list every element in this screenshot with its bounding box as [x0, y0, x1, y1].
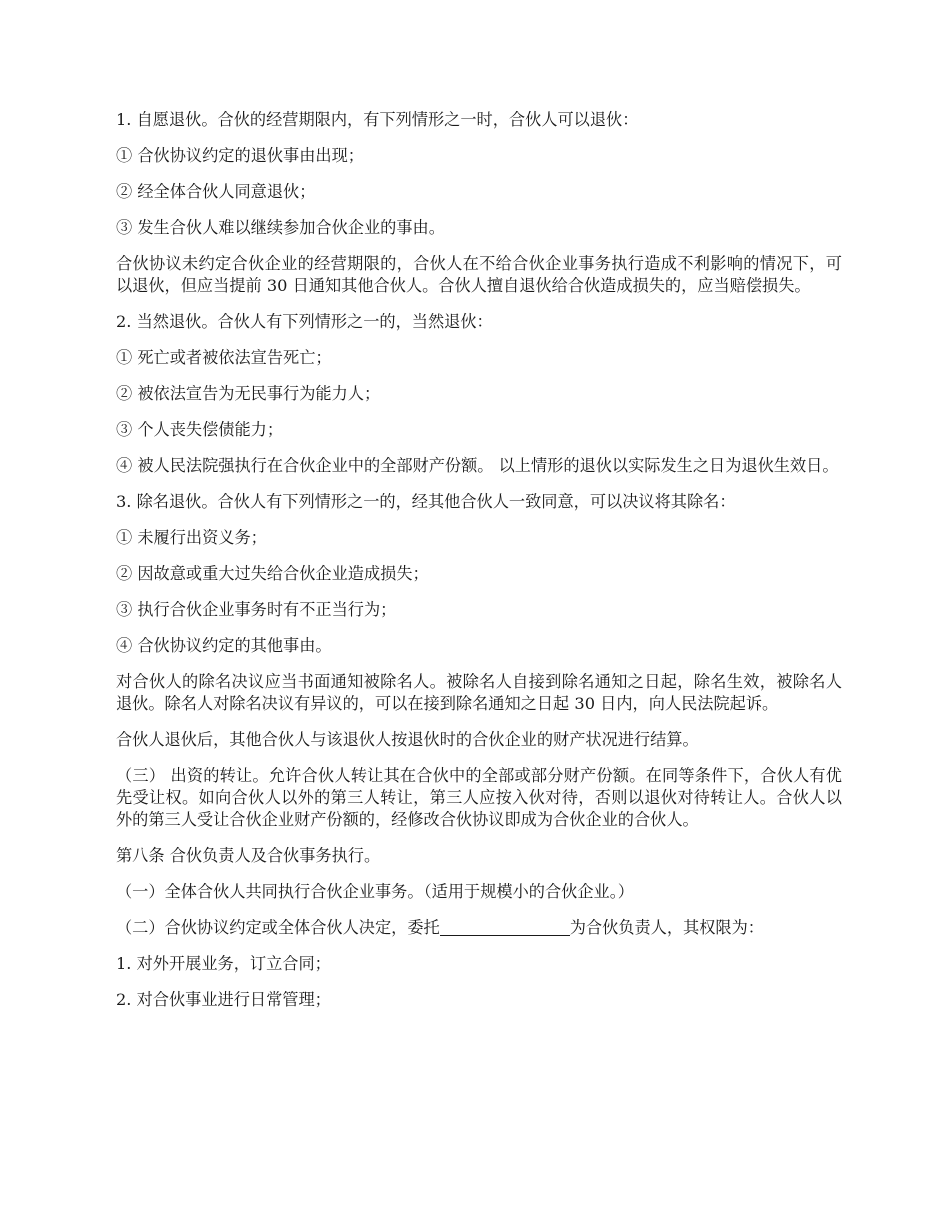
- list-item: ③ 发生合伙人难以继续参加合伙企业的事由。: [116, 218, 445, 237]
- list-item: ② 因故意或重大过失给合伙企业造成损失；: [116, 564, 429, 583]
- list-item: 2. 对合伙事业进行日常管理；: [116, 990, 331, 1009]
- list-item: ① 死亡或者被依法宣告死亡；: [116, 348, 332, 367]
- paragraph-voluntary-withdrawal: 1. 自愿退伙。合伙的经营期限内，有下列情形之一时，合伙人可以退伙：: [116, 110, 639, 129]
- list-item: ① 合伙协议约定的退伙事由出现；: [116, 146, 364, 165]
- list-item: ③ 个人丧失偿债能力；: [116, 420, 284, 439]
- paragraph-no-term: 合伙协议未约定合伙企业的经营期限的，合伙人在不给合伙企业事务执行造成不利影响的情况下，可以退伙，但应当提前 30 日通知其他合伙人。合伙人擅自退伙给合伙造成损失的，应当赔偿损失。: [116, 254, 842, 295]
- list-item: ② 经全体合伙人同意退伙；: [116, 182, 316, 201]
- paragraph-transfer: （三） 出资的转让。允许合伙人转让其在合伙中的全部或部分财产份额。在同等条件下，合伙人有优先受让权。如向合伙人以外的第三人转让，第三人应按入伙对待，否则以退伙对待转让人。合伙人以外的第三人受让合伙企业财产份额的，经修改合伙协议即成为合伙企业的合伙人。: [116, 766, 842, 829]
- paragraph-joint-execution: （一）全体合伙人共同执行合伙企业事务。（适用于规模小的合伙企业。）: [116, 882, 634, 901]
- list-item: ① 未履行出资义务；: [116, 528, 267, 547]
- appointment-text-before: （二）合伙协议约定或全体合伙人决定，委托: [116, 918, 440, 937]
- paragraph-expulsion-notice: 对合伙人的除名决议应当书面通知被除名人。被除名人自接到除名通知之日起，除名生效，被除名人退伙。除名人对除名决议有异议的，可以在接到除名通知之日起 30 日内，向人民法院起诉。: [116, 672, 842, 713]
- paragraph-settlement: 合伙人退伙后，其他合伙人与该退伙人按退伙时的合伙企业的财产状况进行结算。: [116, 730, 699, 749]
- list-item: ② 被依法宣告为无民事行为能力人；: [116, 384, 381, 403]
- paragraph-expulsion: 3. 除名退伙。合伙人有下列情形之一的，经其他合伙人一致同意，可以决议将其除名：: [116, 492, 736, 511]
- document-body: [116, 109, 842, 1025]
- appointment-text-after: 为合伙负责人，其权限为：: [569, 918, 764, 937]
- list-item: 1. 对外开展业务，订立合同；: [116, 954, 331, 973]
- blank-line: [440, 919, 570, 936]
- list-item: ④ 合伙协议约定的其他事由。: [116, 636, 332, 655]
- list-item: ③ 执行合伙企业事务时有不正当行为；: [116, 600, 397, 619]
- paragraph-automatic-withdrawal: 2. 当然退伙。合伙人有下列情形之一的，当然退伙：: [116, 312, 493, 331]
- paragraph-appointment: [116, 917, 842, 939]
- article-heading: 第八条 合伙负责人及合伙事务执行。: [116, 846, 381, 865]
- list-item: ④ 被人民法院强执行在合伙企业中的全部财产份额。 以上情形的退伙以实际发生之日为退伙生效日。: [116, 456, 839, 475]
